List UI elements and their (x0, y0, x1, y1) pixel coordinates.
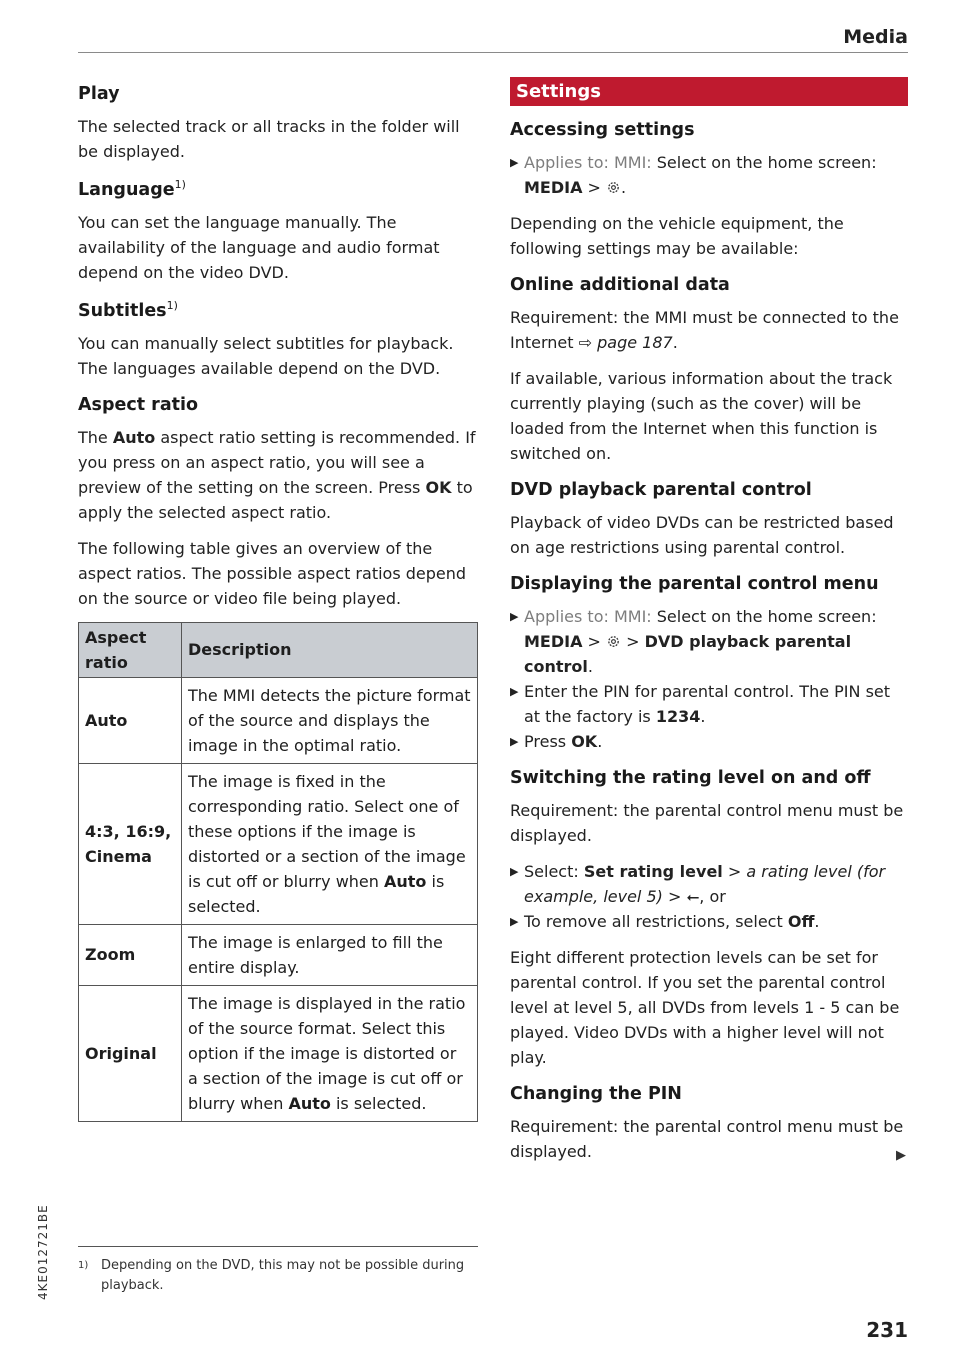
table-cell-desc: The image is displayed in the ratio of the source format. Select this option if the image is distorted or a section of the image is cut off or blurry when Auto is selected. (182, 985, 478, 1121)
heading-play: Play (78, 84, 120, 104)
heading-accessing-settings: Accessing settings (510, 120, 695, 140)
heading-changing-pin: Changing the PIN (510, 1084, 682, 1104)
page-number: 231 (866, 1318, 908, 1342)
dvd-text: Playback of video DVDs can be restricted based on age restrictions using parental control. (510, 513, 894, 557)
bullet-icon: ▶ (510, 610, 519, 623)
online-requirement: Requirement: the MMI must be connected to the Internet ⇨ page 187. (510, 308, 899, 352)
rating-text: Eight different protection levels can be set for parental control. If you set the parental control level at level 5, all DVDs from levels 1 - 5 can be played. Video DVDs with a higher level will not play. (510, 948, 900, 1067)
left-column (78, 70, 478, 1122)
heading-online-data: Online additional data (510, 275, 730, 295)
step-item: ▶ Enter the PIN for parental control. The PIN set at the factory is 1234. (510, 679, 908, 729)
rating-requirement: Requirement: the parental control menu must be displayed. (510, 801, 904, 845)
gear-icon (606, 634, 621, 649)
table-cell-desc: The image is fixed in the corresponding ratio. Select one of these options if the image is distorted or a section of the image is cut off or blurry when Auto is selected. (182, 763, 478, 924)
footnote-rule (78, 1246, 478, 1247)
table-cell-key: Zoom (79, 924, 182, 985)
heading-parental-menu: Displaying the parental control menu (510, 574, 879, 594)
footnote-ref: 1) (166, 298, 178, 312)
subtitles-text: You can manually select subtitles for playback. The languages available depend on the DVD. (78, 333, 454, 378)
online-text: If available, various information about the track currently playing (such as the cover) will be loaded from the Internet when this function is switched on. (510, 369, 893, 463)
step-item: ▶ Press OK. (510, 729, 908, 754)
table-cell-key: 4:3, 16:9, Cinema (79, 763, 182, 924)
footnote-text: Depending on the DVD, this may not be possible during playback. (101, 1258, 465, 1293)
table-row (79, 924, 478, 985)
table-header-cell: Aspect ratio (79, 622, 182, 677)
heading-language: Language$^{1)}$ (78, 178, 186, 200)
table-header-row (79, 622, 478, 677)
bullet-icon: ▶ (510, 156, 519, 169)
table-cell-key: Original (79, 985, 182, 1121)
table-cell-key: Auto (79, 677, 182, 763)
section-bar-settings: Settings (510, 77, 908, 106)
aspect-ratio-table (78, 622, 478, 1122)
step-list (510, 150, 908, 200)
gear-icon (606, 180, 621, 195)
language-text: You can set the language manually. The availability of the language and audio format depend on the video DVD. (78, 212, 440, 282)
heading-aspect-ratio: Aspect ratio (78, 394, 199, 415)
bullet-icon: ▶ (510, 735, 519, 748)
table-cell-desc: The image is enlarged to fill the entire display. (182, 924, 478, 985)
table-cell-desc: The MMI detects the picture format of the source and displays the image in the optimal ratio. (182, 677, 478, 763)
aspect-text-2: The following table gives an overview of the aspect ratios. The possible aspect ratios depend on the source or video file being played. (78, 538, 467, 608)
step-item: ▶ Applies to: MMI: Select on the home screen: MEDIA > . (510, 150, 908, 200)
heading-rating-level: Switching the rating level on and off (510, 768, 871, 788)
table-header-cell: Description (182, 622, 478, 677)
continue-arrow-icon: ▶ (896, 1148, 906, 1163)
document-code: 4KE012721BE (36, 1204, 50, 1300)
accessing-text: Depending on the vehicle equipment, the following settings may be available: (510, 214, 844, 258)
footnote (78, 1256, 478, 1296)
page-reference-link[interactable]: ⇨ page 187 (578, 333, 673, 352)
play-text: The selected track or all tracks in the folder will be displayed. (78, 117, 460, 161)
footnote-ref: 1) (174, 178, 186, 191)
step-list (510, 604, 908, 754)
bullet-icon: ▶ (510, 865, 519, 878)
page-header-title: Media (843, 26, 908, 48)
table-row (79, 985, 478, 1121)
step-item: ▶ To remove all restrictions, select Off. (510, 909, 908, 934)
step-item: ▶ Select: Set rating level > a rating level (for example, level 5) > ⭠, or (510, 859, 908, 909)
bullet-icon: ▶ (510, 915, 519, 928)
heading-dvd-parental: DVD playback parental control (510, 480, 812, 500)
table-row (79, 763, 478, 924)
back-icon: ⭠ (686, 887, 700, 906)
pin-requirement: Requirement: the parental control menu must be displayed. (510, 1117, 904, 1161)
right-column (510, 70, 908, 1175)
step-list (510, 859, 908, 934)
table-row (79, 677, 478, 763)
heading-subtitles: Subtitles$^{1)}$ (78, 298, 178, 321)
bullet-icon: ▶ (510, 685, 519, 698)
footnote-mark: 1) (78, 1260, 89, 1271)
header-rule (78, 52, 908, 53)
step-item: ▶ Applies to: MMI: Select on the home screen: MEDIA > > DVD playback parental control. (510, 604, 908, 679)
aspect-text-1: The Auto aspect ratio setting is recommended. If you press on an aspect ratio, you will see a preview of the setting on the screen. Press OK to apply the selected aspect ratio. (78, 427, 476, 522)
